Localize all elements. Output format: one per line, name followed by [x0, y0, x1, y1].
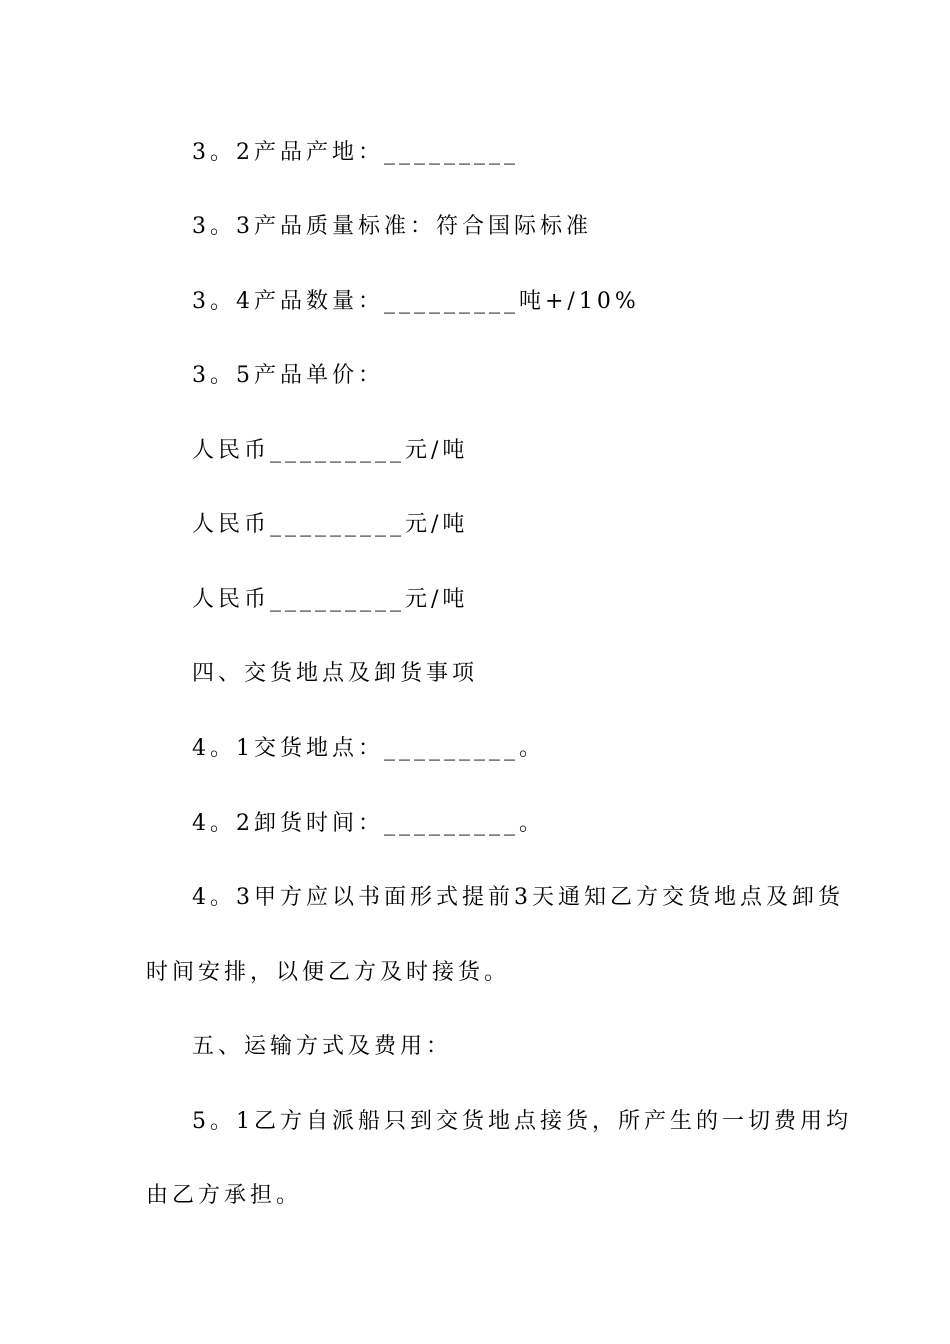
clause-3-2-origin: 3。2产品产地：_________ — [192, 140, 519, 165]
section-5-heading: 五、运输方式及费用： — [192, 1034, 453, 1059]
clause-4-2-unloading-time: 4。2卸货时间：_________。 — [192, 811, 545, 836]
clause-4-3-notice: 4。3甲方应以书面形式提前3天通知乙方交货地点及卸货 — [192, 885, 844, 910]
clause-4-1-delivery-place: 4。1交货地点：_________。 — [192, 736, 545, 761]
clause-3-3-quality-standard: 3。3产品质量标准：符合国际标准 — [192, 214, 592, 239]
section-4-heading: 四、交货地点及卸货事项 — [192, 661, 479, 686]
clause-3-5-unit-price: 3。5产品单价： — [192, 363, 384, 388]
clause-3-4-quantity: 3。4产品数量：_________吨+/10% — [192, 289, 640, 314]
clause-4-3-notice-continued: 时间安排，以便乙方及时接货。 — [146, 960, 511, 985]
clause-5-1-shipping-continued: 由乙方承担。 — [146, 1183, 303, 1208]
clause-5-1-shipping: 5。1乙方自派船只到交货地点接货，所产生的一切费用均 — [192, 1109, 852, 1134]
price-line-3: 人民币_________元/吨 — [192, 587, 469, 612]
price-line-1: 人民币_________元/吨 — [192, 438, 469, 463]
price-line-2: 人民币_________元/吨 — [192, 512, 469, 537]
